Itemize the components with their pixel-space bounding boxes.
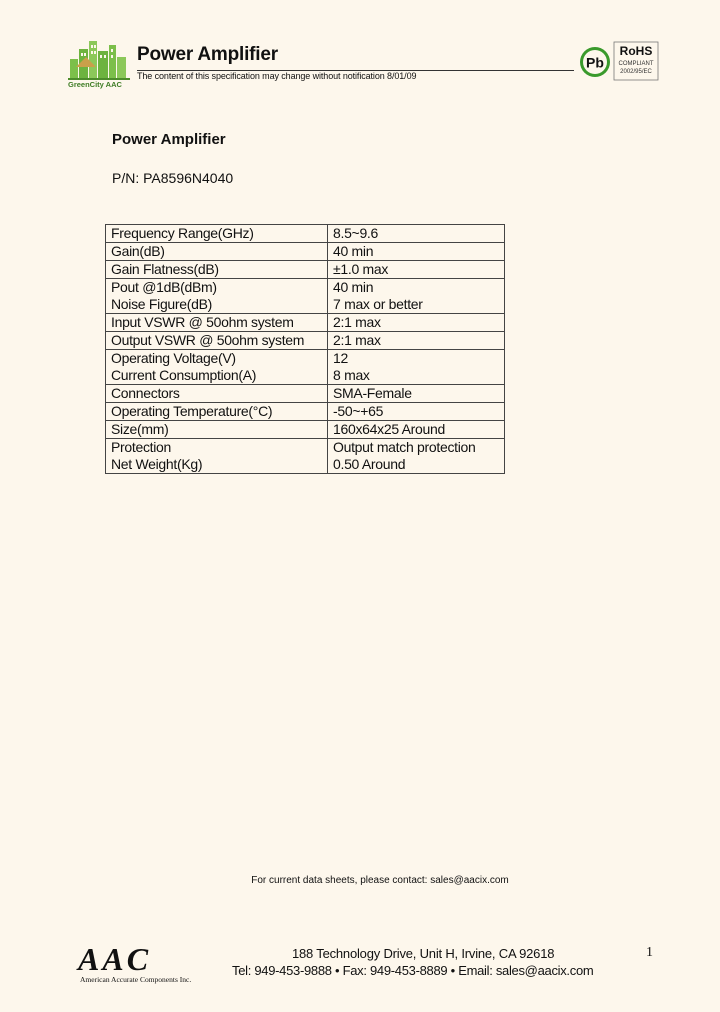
spec-value-cell <box>328 279 505 314</box>
rohs-title: RoHS <box>619 44 653 58</box>
spec-parameter-cell <box>106 403 328 421</box>
spec-value-cell <box>328 261 505 279</box>
table-row <box>106 421 505 439</box>
spec-value: 0.50 Around <box>333 456 406 472</box>
rohs-directive: 2002/95/EC <box>620 69 652 75</box>
document-title: Power Amplifier <box>112 131 226 148</box>
spec-value-cell <box>328 385 505 403</box>
spec-value: SMA-Female <box>333 385 412 401</box>
rohs-compliant: COMPLIANT <box>618 61 654 67</box>
table-row <box>106 314 505 332</box>
spec-value-cell <box>328 314 505 332</box>
spec-parameter-cell <box>106 350 328 385</box>
spec-parameter: Current Consumption(A) <box>111 367 257 383</box>
spec-parameter-cell <box>106 332 328 350</box>
table-row <box>106 350 505 385</box>
spec-parameter-cell <box>106 421 328 439</box>
spec-value: 2:1 max <box>333 332 381 348</box>
spec-value-cell <box>328 403 505 421</box>
aac-logo-icon <box>76 940 212 986</box>
spec-value: 12 <box>333 350 348 366</box>
table-row <box>106 261 505 279</box>
spec-parameter: Gain Flatness(dB) <box>111 261 219 277</box>
footer-contacts: Tel: 949-453-9888 • Fax: 949-453-8889 • Email: sales@aacix.com <box>232 963 594 978</box>
spec-parameter-cell <box>106 279 328 314</box>
spec-value: 40 min <box>333 243 374 259</box>
page-number: 1 <box>646 945 653 960</box>
spec-parameter: Operating Temperature(°C) <box>111 403 273 419</box>
spec-parameter: Pout @1dB(dBm) <box>111 279 217 295</box>
table-row <box>106 439 505 474</box>
spec-parameter-cell <box>106 439 328 474</box>
spec-parameter-cell <box>106 225 328 243</box>
footer-address: 188 Technology Drive, Unit H, Irvine, CA 92618 <box>292 946 555 961</box>
spec-parameter: Output VSWR @ 50ohm system <box>111 332 305 348</box>
spec-value-cell <box>328 332 505 350</box>
spec-value: ±1.0 max <box>333 261 389 277</box>
spec-parameter: Protection <box>111 439 172 455</box>
spec-value: 8.5~9.6 <box>333 225 378 241</box>
contact-note: For current data sheets, please contact: sales@aacix.com <box>251 875 509 886</box>
spec-table <box>105 224 505 474</box>
table-row <box>106 385 505 403</box>
header-notice: The content of this specification may change without notification 8/01/09 <box>137 71 417 81</box>
spec-parameter-cell <box>106 243 328 261</box>
spec-value: 7 max or better <box>333 296 423 312</box>
spec-value-cell <box>328 225 505 243</box>
spec-parameter: Gain(dB) <box>111 243 165 259</box>
aac-logo-text: AAC <box>78 941 152 977</box>
spec-value: -50~+65 <box>333 403 384 419</box>
greencity-logo-text: GreenCity AAC <box>68 80 122 89</box>
spec-value-cell <box>328 421 505 439</box>
table-row <box>106 225 505 243</box>
spec-value-cell <box>328 350 505 385</box>
greencity-logo-icon <box>66 37 136 89</box>
spec-value: 2:1 max <box>333 314 381 330</box>
table-row <box>106 243 505 261</box>
spec-parameter: Operating Voltage(V) <box>111 350 236 366</box>
spec-parameter: Size(mm) <box>111 421 169 437</box>
spec-parameter: Net Weight(Kg) <box>111 456 203 472</box>
spec-parameter: Connectors <box>111 385 180 401</box>
table-row <box>106 279 505 314</box>
spec-value-cell <box>328 243 505 261</box>
spec-value: 8 max <box>333 367 370 383</box>
part-number: P/N: PA8596N4040 <box>112 170 234 186</box>
spec-value-cell <box>328 439 505 474</box>
rohs-pb-symbol: Pb <box>586 54 604 71</box>
spec-parameter-cell <box>106 385 328 403</box>
rohs-pb-free-badge-icon <box>578 40 660 82</box>
header-title: Power Amplifier <box>137 44 278 65</box>
aac-logo-subtext: American Accurate Components Inc. <box>80 975 192 984</box>
spec-parameter-cell <box>106 314 328 332</box>
table-row <box>106 332 505 350</box>
spec-parameter: Input VSWR @ 50ohm system <box>111 314 294 330</box>
spec-parameter: Noise Figure(dB) <box>111 296 213 312</box>
spec-value: 160x64x25 Around <box>333 421 445 437</box>
spec-value: Output match protection <box>333 439 476 455</box>
spec-value: 40 min <box>333 279 374 295</box>
spec-parameter-cell <box>106 261 328 279</box>
table-row <box>106 403 505 421</box>
spec-parameter: Frequency Range(GHz) <box>111 225 254 241</box>
